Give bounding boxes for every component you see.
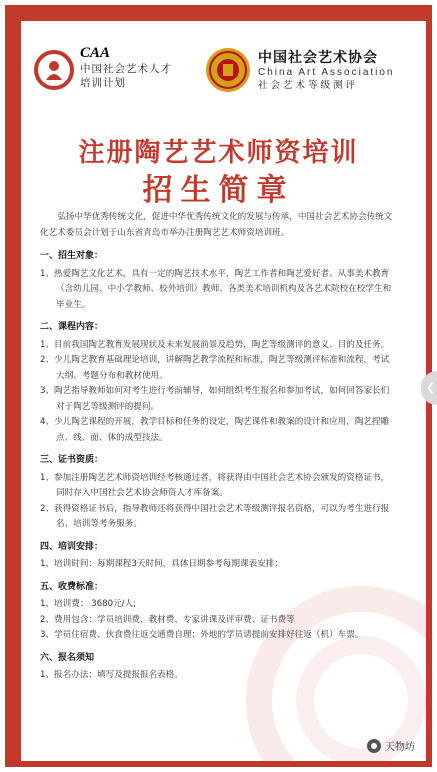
section-heading: 三、证书资质： [40, 455, 104, 465]
brand-watermark [367, 738, 415, 753]
section-heading: 四、培训安排： [40, 541, 104, 552]
section-heading: 二、课程内容： [40, 322, 104, 332]
list-item: 3、学员住宿费、伙食费往返交通费自理；外地的学员请提前安排好往返（机）车票。 [40, 630, 364, 640]
association-subtitle: 社会艺术等级测评 [258, 80, 359, 91]
list-item: 1、参加注册陶艺艺术师资培训经考核通过者，将获得由中国社会艺术协会颁发的资格证书，同时存入中国社会艺术协会师资人才库备案。 [40, 472, 390, 498]
association-name-cn: 中国社会艺术协会 [258, 50, 378, 66]
caa-abbr: CAA [80, 45, 111, 61]
association-seal-icon [204, 46, 252, 94]
association-text [258, 49, 395, 93]
list-item: 1、报名办法：填写及提报报名表格。 [40, 670, 183, 680]
section-course [40, 320, 395, 446]
list-item: 1、培训时间：每期课程3天时间，具体日期参考每期课表安排； [40, 559, 283, 569]
section-certificate [40, 453, 395, 533]
brand-name: 天物坊 [385, 742, 415, 753]
page-subtitle: 招生简章 [142, 173, 295, 208]
caa-line1: 中国社会艺术人才 [80, 63, 172, 75]
list-item: 1、热爱陶艺文化艺术，具有一定的陶艺技术水平，陶艺工作者和陶艺爱好者、从事美术教育（含幼儿园、中小学教师、校外培训）教师、各类美术培训机构及各艺术院校在校学生和毕业生。 [40, 268, 392, 310]
caa-line2: 培训计划 [80, 77, 126, 89]
list-item: 1、目前我国陶艺教育发展现状及未来发展前景及趋势，陶艺等级测评的意义、目的及任务。 [40, 339, 390, 350]
wechat-brand-icon [367, 739, 381, 753]
caa-program-text [80, 45, 172, 90]
section-heading: 一、招生对象： [40, 251, 104, 261]
list-item: 1、培训费： 3680元/人; [40, 599, 137, 609]
caa-logo-icon [34, 50, 74, 90]
document-body [40, 210, 395, 691]
chevron-left-icon: ❮ [426, 381, 436, 394]
list-item: 2、费用包含：学员培训费、教材费、专家讲课及评审费、证书费等 [40, 614, 295, 625]
list-item: 2、获得资格证书后，指导教师还将获得中国社会艺术等级测评报名资格，可以为考生进行报名、培训等考务服务。 [40, 503, 390, 529]
section-heading: 六、报名须知 [40, 652, 95, 663]
list-item: 3、陶艺指导教师如何对考生进行考前辅导，如何组织考生报名和参加考试，如何回答家长们对于陶艺等级测评的提问。 [40, 386, 390, 412]
section-registration [40, 651, 395, 684]
list-item: 4、少儿陶艺课程的开展，教学目标和任务的设定，陶艺课件和教案的设计和应用，陶艺捏雕点、线、面、体的成型技法。 [40, 417, 390, 443]
list-item: 2、少儿陶艺教育基础理论培训，讲解陶艺教学流程和标准，陶艺等级测评标准和流程，考试大纲、考题分布和教材使用。 [40, 355, 390, 381]
section-enrollment [40, 249, 395, 313]
section-fees [40, 580, 395, 644]
association-name-en: China Art Association [258, 67, 395, 78]
page-title: 注册陶艺艺术师资培训 [78, 138, 359, 168]
section-heading: 五、收费标准： [40, 581, 104, 592]
section-schedule [40, 540, 395, 573]
intro-paragraph: 弘扬中华优秀传统文化，促进中华优秀传统文化的发展与传承，中国社会艺术协会传统文化艺术委员会计划于山东省青岛市举办注册陶艺艺术师资培训班。 [40, 212, 393, 238]
